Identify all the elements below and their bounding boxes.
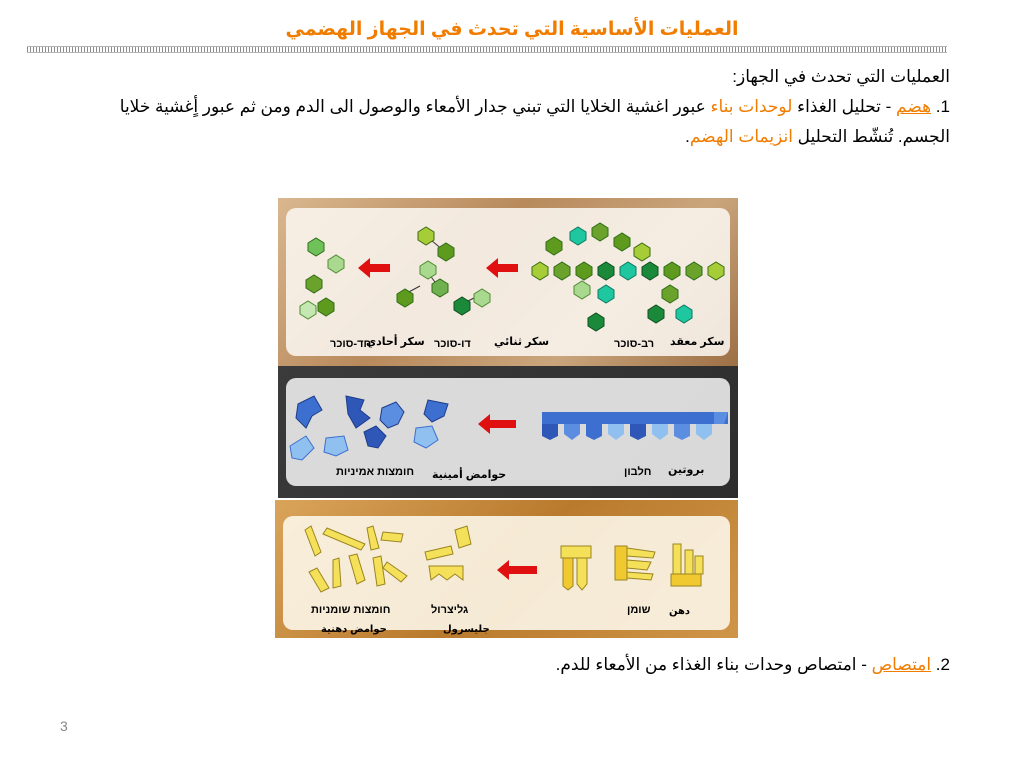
amino-label-ar: حوامض أمينية bbox=[432, 469, 507, 481]
left-arrow-icon bbox=[486, 258, 518, 278]
fatty-acid-pieces bbox=[305, 526, 407, 592]
fat-panel bbox=[275, 500, 738, 638]
item-1-number: 1. bbox=[935, 97, 950, 116]
item-2 bbox=[70, 655, 950, 675]
item-1-text-b: عبور اغشية الخلايا التي تبني جدار الأمعاء والوصول الى الدم ومن ثم عبور أٍغشية خلايا الجسم. تُنشّط التحليل bbox=[119, 97, 950, 146]
di-hex bbox=[454, 297, 470, 315]
mono-hex bbox=[308, 238, 324, 256]
fat-diagram bbox=[275, 500, 738, 638]
di-hex bbox=[397, 289, 413, 307]
fat-label-he: שומן bbox=[627, 604, 651, 616]
item-2-term[interactable]: امتصاص bbox=[871, 655, 932, 674]
item-1-highlight-b: انزيمات الهضم bbox=[689, 127, 793, 146]
item-1-highlight-a: لوحدات بناء bbox=[710, 97, 793, 116]
body-text bbox=[70, 62, 950, 152]
di-label-he: דו-סוכר bbox=[434, 338, 471, 350]
item-1 bbox=[70, 92, 950, 152]
protein-chain bbox=[542, 412, 728, 440]
left-arrow-icon bbox=[497, 560, 537, 580]
fat-label-ar: دهن bbox=[669, 606, 691, 617]
mono-hex bbox=[300, 301, 316, 319]
di-label-ar: سكر ثنائي bbox=[494, 336, 550, 348]
title-divider bbox=[27, 46, 947, 53]
item-1-end: . bbox=[685, 127, 690, 146]
item-1-sep: - bbox=[880, 97, 897, 116]
polysaccharide-chain bbox=[532, 223, 724, 331]
page-number: 3 bbox=[60, 718, 68, 734]
protein-label-he: חלבון bbox=[624, 466, 652, 478]
protein-diagram bbox=[278, 366, 738, 498]
fat-molecules bbox=[561, 544, 703, 590]
mono-label-ar: سكر أحادي bbox=[366, 336, 425, 348]
protein-label-ar: بروتين bbox=[668, 464, 705, 476]
mono-hex bbox=[318, 298, 334, 316]
item-1-term[interactable]: هضم bbox=[896, 97, 932, 116]
complex-label-ar: سكر معقد bbox=[670, 336, 725, 348]
mono-label-he: חד-סוכר bbox=[330, 338, 372, 350]
item-2-text: - امتصاص وحدات بناء الغذاء من الأمعاء للدم. bbox=[555, 655, 872, 674]
di-hex bbox=[420, 261, 436, 279]
carbohydrate-panel bbox=[278, 198, 738, 366]
fatty-label-ar: حوامض دهنية bbox=[321, 624, 387, 635]
page-title: العمليات الأساسية التي تحدث في الجهاز الهضمي bbox=[285, 19, 739, 40]
fatty-label-he: חומצות שומניות bbox=[311, 604, 391, 616]
amino-acid-pieces bbox=[290, 396, 448, 460]
di-hex bbox=[418, 227, 434, 245]
glycerol-label-ar: جليسرول bbox=[443, 624, 490, 635]
left-arrow-icon bbox=[358, 258, 390, 278]
mono-hex bbox=[328, 255, 344, 273]
item-2-number: 2. bbox=[935, 655, 950, 674]
amino-label-he: חומצות אמיניות bbox=[336, 466, 415, 478]
di-hex bbox=[438, 243, 454, 261]
complex-label-he: רב-סוכר bbox=[614, 338, 655, 350]
intro-line: العمليات التي تحدث في الجهاز: bbox=[732, 67, 950, 86]
mono-hex bbox=[306, 275, 322, 293]
item-1-text-a: تحليل الغذاء bbox=[792, 97, 881, 116]
glycerol-pieces bbox=[425, 526, 471, 580]
glycerol-label-he: גליצרול bbox=[431, 604, 469, 616]
di-hex bbox=[474, 289, 490, 307]
left-arrow-icon bbox=[478, 414, 516, 434]
protein-panel bbox=[278, 366, 738, 498]
